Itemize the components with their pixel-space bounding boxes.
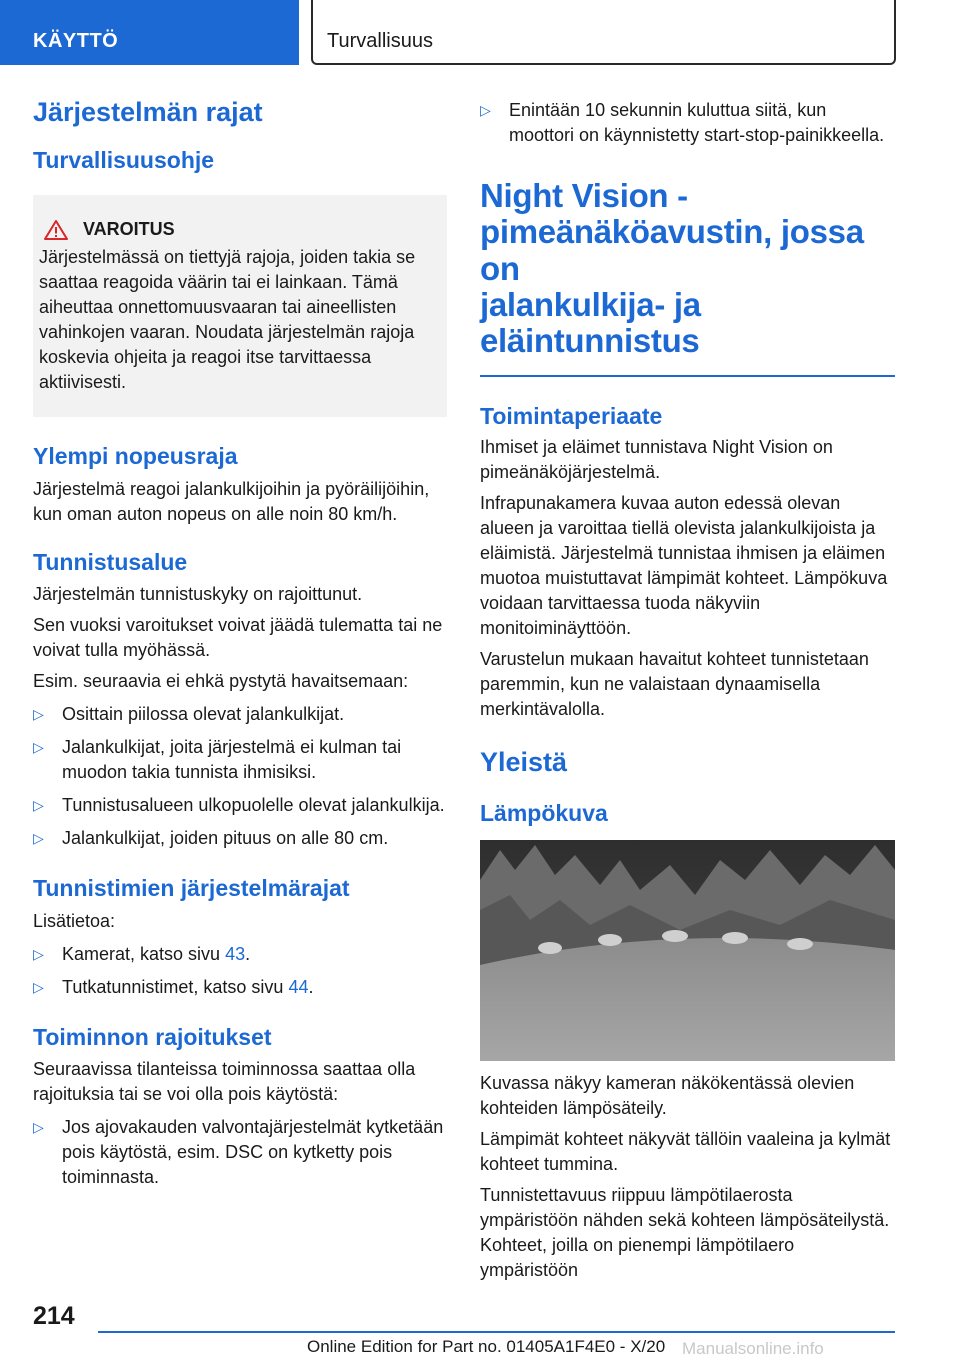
speed-heading: Ylempi nopeusraja <box>33 442 238 469</box>
thermal-subheading: Lämpökuva <box>480 800 608 827</box>
night-vision-title: Night Vision - pimeänäköavustin, jossa on jalankulkija- ja eläintunnistus <box>480 177 864 360</box>
thermal-image <box>480 840 895 1061</box>
principle-p2: Infrapunakamera kuvaa auton edessä olevan alueen ja varoittaa tiellä olevista jalankulkijoista ja eläimistä. Järjestelmä tunnistaa ihmisen ja eläimen muotoa muistuttavat lämpimät kohteet. Lämpökuva voidaan tarvittaessa tuoda näkyviin monitoiminäyttöön. <box>480 493 888 639</box>
triangle-bullet-icon: ▷ <box>33 797 44 814</box>
principle-p3: Varustelun mukaan havaitut kohteet tunnistetaan paremmin, kun ne valaistaan dynaamisella merkintävalolla. <box>480 649 869 720</box>
chapter-label: Turvallisuus <box>327 30 433 52</box>
principle-p1: Ihmiset ja eläimet tunnistava Night Vision on pimeänäköjärjestelmä. <box>480 437 833 483</box>
list-item: ▷ Jos ajovakauden valvontajärjestelmät kytketään pois käytöstä, esim. DSC on kytketty pois toiminnasta. <box>33 1117 444 1188</box>
detection-p1: Järjestelmän tunnistuskyky on rajoittunut. <box>33 584 363 605</box>
thermal-p2: Lämpimät kohteet näkyvät tällöin vaaleina ja kylmät kohteet tummina. <box>480 1129 891 1175</box>
list-item: ▷ Enintään 10 sekunnin kuluttua siitä, kun moottori on käynnistetty start-stop-painikkeella. <box>480 100 885 145</box>
detection-p2: Sen vuoksi varoitukset voivat jäädä tulematta tai ne voivat tulla myöhässä. <box>33 615 443 661</box>
triangle-bullet-icon: ▷ <box>33 978 44 995</box>
list-item: ▷ Kamerat, katso sivu 43. <box>33 942 447 967</box>
page-number: 214 <box>33 1302 75 1330</box>
triangle-bullet-icon: ▷ <box>33 945 44 962</box>
warning-header <box>39 219 441 241</box>
triangle-bullet-icon: ▷ <box>33 739 44 756</box>
detection-p3: Esim. seuraavia ei ehkä pystytä havaitsemaan: <box>33 671 409 692</box>
triangle-bullet-icon: ▷ <box>33 830 44 847</box>
watermark: Manualsonline.info <box>682 1339 824 1358</box>
speed-text: Järjestelmä reagoi jalankulkijoihin ja pyöräilijöihin, kun oman auton nopeus on alle noin 80 km/h. <box>33 478 430 524</box>
detection-list <box>33 702 447 851</box>
warning-label: VAROITUS <box>83 219 175 240</box>
edition-text: Online Edition for Part no. 01405A1F4E0 - X/20 <box>307 1337 666 1356</box>
page-link-radar[interactable]: 44 <box>288 976 309 997</box>
limits-list <box>33 1115 447 1190</box>
detection-heading: Tunnistusalue <box>33 548 188 575</box>
thermal-p3: Tunnistettavuus riippuu lämpötilaerosta ympäristöön nähden sekä kohteen lämpösäteilystä. Kohteet, joilla on pienempi lämpötilaero ympäristöön <box>480 1185 890 1281</box>
footer-divider <box>98 1331 895 1333</box>
section-title: Järjestelmän rajat <box>33 97 263 127</box>
principle-heading: Toimintaperiaate <box>480 403 663 430</box>
general-heading: Yleistä <box>480 747 568 778</box>
sensors-intro: Lisätietoa: <box>33 910 116 931</box>
triangle-bullet-icon: ▷ <box>33 706 44 723</box>
title-divider <box>480 375 895 377</box>
continued-list <box>480 98 895 148</box>
list-item: ▷ Jalankulkijat, joita järjestelmä ei kulman tai muodon takia tunnista ihmisiksi. <box>33 737 402 783</box>
sensors-heading: Tunnistimien järjestelmärajat <box>33 875 350 902</box>
left-column <box>33 96 447 1190</box>
page-link-cameras[interactable]: 43 <box>225 943 246 964</box>
limits-heading: Toiminnon rajoitukset <box>33 1023 272 1050</box>
right-column <box>480 98 895 1283</box>
chapter-tab <box>311 0 896 65</box>
section-tab <box>0 0 299 65</box>
warning-triangle-icon <box>43 219 69 241</box>
limits-text: Seuraavissa tilanteissa toiminnossa saattaa olla rajoituksia tai se voi olla pois käytöstä: <box>33 1059 416 1105</box>
thermal-p1: Kuvassa näkyy kameran näkökentässä olevien kohteiden lämpösäteily. <box>480 1073 855 1119</box>
sensors-list <box>33 942 447 1000</box>
list-item: ▷ Osittain piilossa olevat jalankulkijat. <box>33 702 447 727</box>
triangle-bullet-icon: ▷ <box>33 1119 44 1136</box>
list-item: ▷ Tunnistusalueen ulkopuolelle olevat jalankulkija. <box>33 793 447 818</box>
triangle-bullet-icon: ▷ <box>480 102 491 118</box>
list-item: ▷ Jalankulkijat, joiden pituus on alle 80 cm. <box>33 826 447 851</box>
section-label: KÄYTTÖ <box>33 30 119 52</box>
list-item: ▷ Tutkatunnistimet, katso sivu 44. <box>33 975 447 1000</box>
warning-box <box>33 195 447 417</box>
warning-text: Järjestelmässä on tiettyjä rajoja, joiden takia se saattaa reagoida väärin tai ei lainkaan. Tämä aiheuttaa onnettomuusvaaran tai aineellisten vahinkojen vaaran. Noudata järjestelmän rajoja koskevia ohjeita ja reagoi itse tarvittaessa aktiivisesti. <box>39 246 416 392</box>
safety-subtitle: Turvallisuusohje <box>33 147 215 174</box>
